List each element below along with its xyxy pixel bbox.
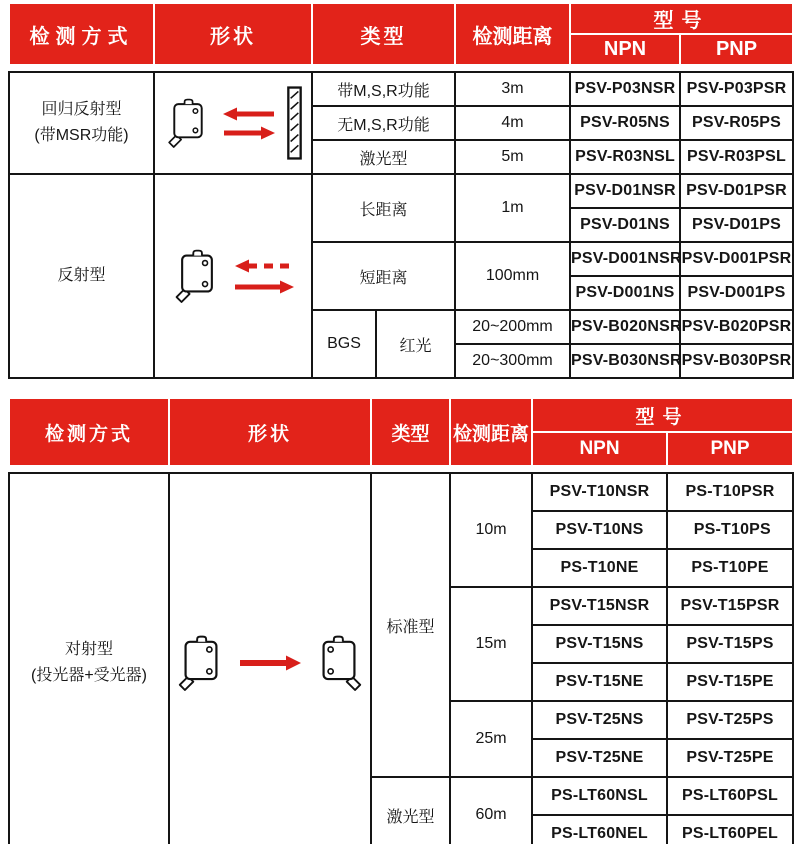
- table-row: [9, 174, 793, 208]
- model-pnp-cell: PSV-T15PSR: [667, 587, 793, 625]
- distance-cell: 3m: [455, 72, 570, 106]
- reflector-icon: [286, 86, 303, 160]
- table1-header: [8, 2, 794, 66]
- model-npn-cell: PSV-D01NS: [570, 208, 680, 242]
- model-pnp-cell: PSV-D001PS: [680, 276, 793, 310]
- model-npn-cell: PSV-T15NS: [532, 625, 667, 663]
- header-method: 检测方式: [9, 3, 154, 65]
- model-npn-cell: PS-LT60NEL: [532, 815, 667, 844]
- model-pnp-cell: PSV-T25PE: [667, 739, 793, 777]
- header-method: 检测方式: [9, 398, 169, 466]
- distance-cell: 5m: [455, 140, 570, 174]
- method-line1: 反射型: [57, 267, 106, 285]
- shape-cell: [154, 72, 312, 174]
- model-npn-cell: PSV-D001NS: [570, 276, 680, 310]
- model-npn-cell: PSV-T25NE: [532, 739, 667, 777]
- type-bgs-cell: BGS: [312, 310, 376, 378]
- model-pnp-cell: PSV-D001PSR: [680, 242, 793, 276]
- type-cell: 激光型: [312, 140, 455, 174]
- model-pnp-cell: PS-T10PS: [667, 511, 793, 549]
- type-standard-cell: 标准型: [371, 473, 450, 777]
- model-pnp-cell: PSV-D01PSR: [680, 174, 793, 208]
- header-shape: 形状: [154, 3, 312, 65]
- model-pnp-cell: PSV-B020PSR: [680, 310, 793, 344]
- header-npn: NPN: [570, 34, 680, 65]
- emitter-sensor-icon: [174, 634, 228, 692]
- model-npn-cell: PSV-D01NSR: [570, 174, 680, 208]
- model-pnp-cell: PSV-T25PS: [667, 701, 793, 739]
- diffuse-reflective-diagram: [155, 248, 311, 304]
- model-npn-cell: PSV-B030NSR: [570, 344, 680, 378]
- shape-cell: [169, 473, 371, 844]
- header-type: 类型: [312, 3, 455, 65]
- distance-cell: 15m: [450, 587, 532, 701]
- model-npn-cell: PSV-R05NS: [570, 106, 680, 140]
- method-line2: (投光器+受光器): [30, 667, 147, 684]
- model-pnp-cell: PSV-R03PSL: [680, 140, 793, 174]
- shape-cell: [154, 174, 312, 378]
- table-retro-and-diffuse: [8, 0, 792, 379]
- header-model: 型号: [570, 3, 793, 34]
- method-line1: 对射型: [64, 641, 113, 659]
- distance-cell: 10m: [450, 473, 532, 587]
- method-cell: [9, 72, 154, 174]
- arrow-right-icon: [233, 280, 295, 294]
- sensor-icon: [164, 97, 212, 149]
- model-npn-cell: PSV-P03NSR: [570, 72, 680, 106]
- model-npn-cell: PSV-T15NE: [532, 663, 667, 701]
- header-npn: NPN: [532, 432, 667, 466]
- model-pnp-cell: PSV-R05PS: [680, 106, 793, 140]
- model-npn-cell: PS-LT60NSL: [532, 777, 667, 815]
- through-beam-diagram: [170, 634, 370, 692]
- table-through-beam: [8, 397, 792, 844]
- arrow-left-dashed-icon: [233, 259, 295, 273]
- beam-arrows: [222, 107, 276, 140]
- header-pnp: PNP: [680, 34, 793, 65]
- type-cell: 短距离: [312, 242, 455, 310]
- model-pnp-cell: PSV-P03PSR: [680, 72, 793, 106]
- arrow-right-icon: [238, 655, 302, 671]
- distance-cell: 4m: [455, 106, 570, 140]
- model-npn-cell: PSV-T15NSR: [532, 587, 667, 625]
- receiver-sensor-icon: [312, 634, 366, 692]
- distance-cell: 20~300mm: [455, 344, 570, 378]
- distance-cell: 60m: [450, 777, 532, 844]
- header-distance: 检测距离: [455, 3, 570, 65]
- method-cell: [9, 473, 169, 844]
- type-laser-cell: 激光型: [371, 777, 450, 844]
- distance-cell: 25m: [450, 701, 532, 777]
- table1-body: [8, 71, 794, 379]
- header-shape: 形状: [169, 398, 371, 466]
- table-row: [9, 72, 793, 106]
- model-npn-cell: PSV-B020NSR: [570, 310, 680, 344]
- header-model: 型号: [532, 398, 793, 432]
- method-line1: 回归反射型: [41, 101, 122, 119]
- model-npn-cell: PSV-T25NS: [532, 701, 667, 739]
- distance-cell: 1m: [455, 174, 570, 242]
- model-pnp-cell: PSV-B030PSR: [680, 344, 793, 378]
- table2-header: [8, 397, 794, 467]
- model-pnp-cell: PS-T10PE: [667, 549, 793, 587]
- arrow-right-icon: [222, 126, 276, 140]
- type-redlight-cell: 红光: [376, 310, 455, 378]
- model-npn-cell: PSV-T10NS: [532, 511, 667, 549]
- model-pnp-cell: PSV-T15PS: [667, 625, 793, 663]
- sensor-icon: [171, 248, 223, 304]
- model-pnp-cell: PS-LT60PSL: [667, 777, 793, 815]
- table-row: [9, 473, 793, 511]
- header-type: 类型: [371, 398, 450, 466]
- model-pnp-cell: PS-LT60PEL: [667, 815, 793, 844]
- model-npn-cell: PSV-T10NSR: [532, 473, 667, 511]
- model-npn-cell: PSV-R03NSL: [570, 140, 680, 174]
- arrow-left-icon: [222, 107, 276, 121]
- model-npn-cell: PS-T10NE: [532, 549, 667, 587]
- model-pnp-cell: PSV-D01PS: [680, 208, 793, 242]
- type-cell: 无M,S,R功能: [312, 106, 455, 140]
- header-pnp: PNP: [667, 432, 793, 466]
- method-cell: [9, 174, 154, 378]
- distance-cell: 20~200mm: [455, 310, 570, 344]
- beam-arrows: [233, 259, 295, 294]
- model-npn-cell: PSV-D001NSR: [570, 242, 680, 276]
- model-pnp-cell: PS-T10PSR: [667, 473, 793, 511]
- header-distance: 检测距离: [450, 398, 532, 466]
- table2-body: [8, 472, 794, 844]
- type-cell: 带M,S,R功能: [312, 72, 455, 106]
- model-pnp-cell: PSV-T15PE: [667, 663, 793, 701]
- method-line2: (带MSR功能): [34, 127, 129, 144]
- distance-cell: 100mm: [455, 242, 570, 310]
- type-cell: 长距离: [312, 174, 455, 242]
- retro-reflective-diagram: [155, 86, 311, 160]
